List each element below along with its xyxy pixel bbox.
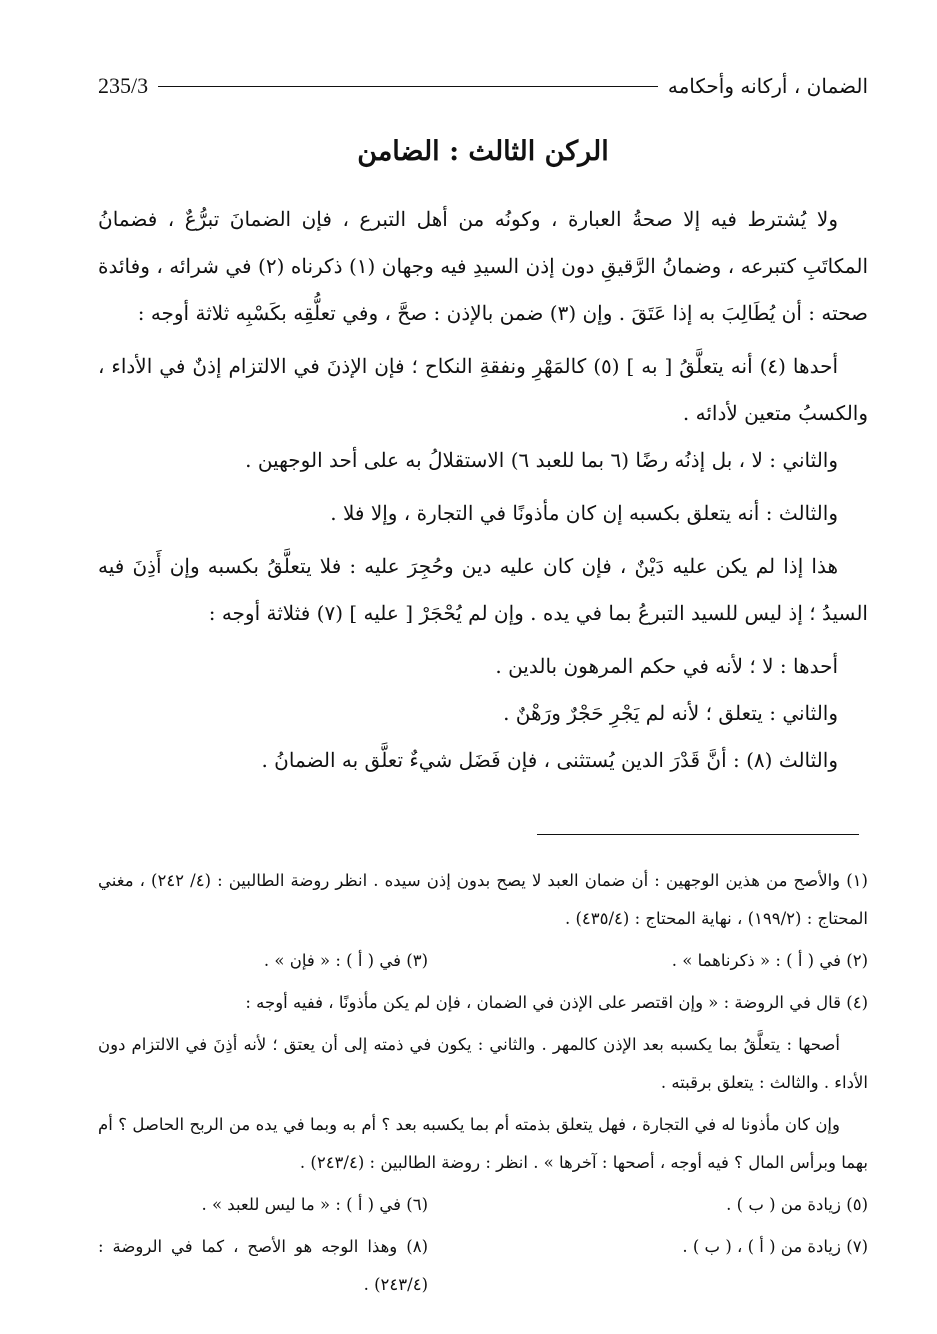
footnote: (٨) وهذا الوجه هو الأصح ، كما في الروضة : (٢٤٣/٤) .	[98, 1237, 428, 1294]
paragraph: والثاني : يتعلق ؛ لأنه لم يَجْرِ حَجْرٌ ورَهْنٌ .	[503, 701, 838, 725]
section-title: الركن الثالث : الضامن	[357, 136, 609, 167]
paragraph: أحدها : لا ؛ لأنه في حكم المرهون بالدين .	[495, 654, 838, 678]
footnote: (٦) في ( أ ) : « ما ليس للعبد » .	[201, 1195, 428, 1214]
paragraph: أحدها (٤) أنه يتعلَّقُ [ به ] (٥) كالمَهْرِ ونفقةِ النكاح ؛ فإن الإذنَ في الالتزام إذنٌ في الأداء ، والكسبُ متعين لأدائه .	[98, 354, 868, 425]
footnotes	[98, 862, 868, 1304]
footnote-row	[98, 942, 868, 980]
footnote: (٥) زيادة من ( ب ) .	[726, 1195, 868, 1214]
footnote: (٢) في ( أ ) : « ذكرناهما » .	[671, 951, 868, 970]
running-title: الضمان ، أركانه وأحكامه	[667, 74, 868, 98]
page-number: 235/3	[98, 73, 149, 98]
footnote: (٧) زيادة من ( أ ) ، ( ب ) .	[682, 1237, 868, 1256]
paragraph: والثالث (٨) : أنَّ قَدْرَ الدين يُستثنى ، فإن فَضَل شيءٌ تعلَّق به الضمانُ .	[261, 748, 838, 772]
paragraph: ولا يُشترط فيه إلا صحةُ العبارة ، وكونُه من أهل التبرع ، فإن الضمانَ تبرُّعٌ ، فضمانُ المكاتَبِ كتبرعه ، وضمانُ الرَّقيقِ دون إذن السيدِ فيه وجهان (١) ذكرناه (٢) في شرائه ، وفائدة صحته : أن يُطَالِبَ به إذا عَتَقَ . وإن (٣) ضمن بالإذن : صحَّ ، وفي تعلُّقِه بكَسْبِه ثلاثة أوجه :	[98, 207, 869, 325]
footnote: (٣) في ( أ ) : « فإن » .	[263, 951, 428, 970]
paragraph: والثالث : أنه يتعلق بكسبه إن كان مأذونًا في التجارة ، وإلا فلا .	[330, 501, 838, 525]
footnote-separator	[537, 834, 859, 835]
footnote: (١) والأصح من هذين الوجهين : أن ضمان العبد لا يصح بدون إذن سيده . انظر روضة الطالبين : (٤/ ٢٤٢) ، مغني المحتاج : (١٩٩/٢) ، نهاية المحتاج : (٤٣٥/٤) .	[98, 871, 868, 928]
footnote-continuation: وإن كان مأذونا له في التجارة ، فهل يتعلق بذمته أم بما يكسبه بعد ؟ أم به وبما في يده من الربح الحاصل ؟ أم بهما وبرأس المال ؟ فيه أوجه ، أصحها : آخرها » . انظر : روضة الطالبين : (٢٤٣/٤) .	[98, 1115, 868, 1172]
paragraph: والثاني : لا ، بل إذنُه رضًا (٦ بما للعبد ٦) الاستقلالُ به على أحد الوجهين .	[245, 448, 838, 472]
footnote-row	[98, 1186, 868, 1224]
main-text	[98, 196, 868, 784]
header-rule	[158, 86, 658, 87]
paragraph: هذا إذا لم يكن عليه دَيْنٌ ، فإن كان عليه دين وحُجِرَ عليه : فلا يتعلَّقُ بكسبه وإن أَذِنَ فيه السيدُ ؛ إذ ليس للسيد التبرعُ بما في يده . وإن لم يُحْجَرْ [ عليه ] (٧) فثلاثة أوجه :	[98, 554, 868, 625]
footnote-continuation: أصحها : يتعلَّقُ بما يكسبه بعد الإذن كالمهر . والثاني : يكون في ذمته إلى أن يعتق ؛ لأنه أذِنَ في الالتزام دون الأداء . والثالث : يتعلق برقبته .	[98, 1035, 868, 1092]
running-header	[98, 66, 868, 106]
footnote: (٤) قال في الروضة : « وإن اقتصر على الإذن في الضمان ، فإن لم يكن مأذونًا ، ففيه أوجه :	[245, 993, 868, 1012]
footnote-row	[98, 1228, 868, 1304]
